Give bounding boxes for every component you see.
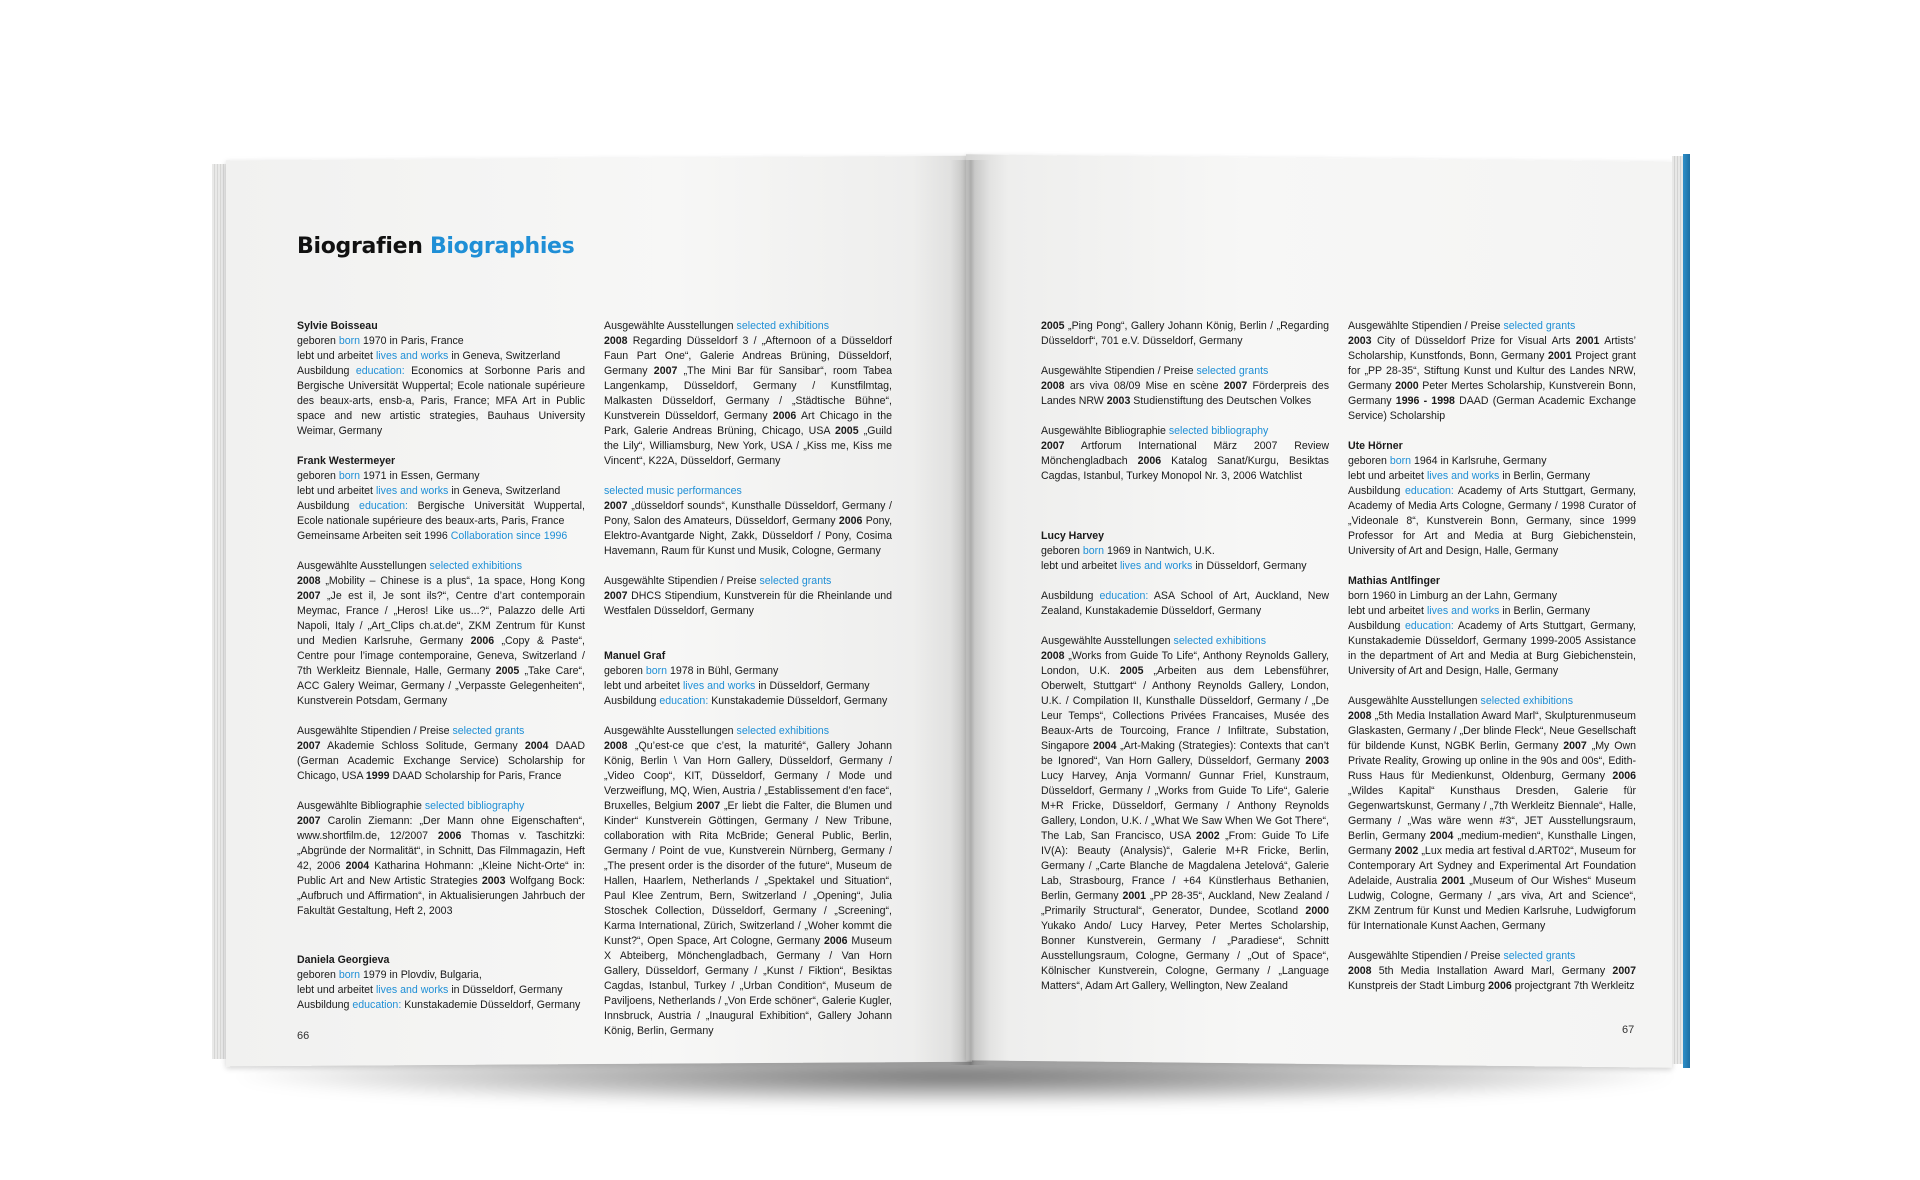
lives-line: lebt und arbeitet lives and works in Berlin, Germany [1348,605,1591,617]
title-german: Biografien [297,234,423,259]
book-gutter [950,160,990,1065]
artist-name: Manuel Graf [604,650,666,662]
education-line: Ausbildung education: Economics at Sorbonne Paris and Bergische Universität Wuppertal; Ecole nationale supérieure des beaux-arts, ensb-a, Paris, France; MFA Art in Public space and new artistic strategies, Bauhaus University Weimar, Germany [297,365,585,437]
section-heading: Ausgewählte Stipendien / Preise selected grants [1041,365,1269,377]
education-line: Ausbildung education: ASA School of Art, Auckland, New Zealand, Kunstakademie Düsseldorf, Germany [1041,590,1330,617]
column-4 [1348,319,1636,994]
cover-edge [1683,154,1690,1068]
column-3 [1041,319,1329,994]
exhibitions-continued: 2005 „Ping Pong“, Gallery Johann König, Berlin / „Regarding Düsseldorf“, 701 e.V. Düsseldorf, Germany [1041,320,1329,347]
born-line: geboren born 1979 in Plovdiv, Bulgaria, [297,969,482,981]
artist-name: Daniela Georgieva [297,954,390,966]
exhibitions-list: 2008 „Mobility – Chinese is a plus“, 1a space, Hong Kong 2007 „Je est il, Je sont ils?“, Centre d’art contemporain Meymac, France / „Heros! Like us...?“, Palazzo delle Arti Napoli, Italy / „Art_Clips ch.at.de“, ZKM Zentrum für Kunst und Medien Karlsruhe, Germany 2006 „Copy & Paste“, Centre pour l’image contemporaine, Geneva, Switzerland / 7th Werkleitz Biennale, Halle, Germany 2005 „Take Care“, ACC Galery Weimar, Germany / „Verpasste Gelegenheiten“, Kunstverein Potsdam, Germany [297,575,586,707]
exhibitions-list: 2008 „5th Media Installation Award Marl“, Skulpturenmuseum Glaskasten, Germany / „Der blinde Fleck“, Neue Gesellschaft für bildende Kunst, NGBK Berlin, Germany 2007 „My Own Private Reality, Growing up online in the 90s and 00s“, Edith-Russ Haus für Medienkunst, Oldenburg, Germany 2006 „Wildes Kapital“ Kunsthaus Dresden, Galerie für Gegenwartskunst, Germany / „7th Werkleitz Biennale“, Halle, Germany / „Was wäre wenn #3“, JET Ausstellungsraum, Berlin, Germany 2004 „medium-medien“, Kunsthalle Lingen, Germany 2002 „Lux media art festival d.ART02“, Museum for Contemporary Art Sydney and Experimental Art Foundation Adelaide, Australia 2001 „Museum of Our Wishes“ Museum Ludwig, Cologne, Germany / „ars viva, Art and Science“, ZKM Zentrum für Kunst und Medien Karlsruhe, Ludwigforum für Internationale Kunst Aachen, Germany [1348,710,1636,932]
grants-list: 2003 City of Düsseldorf Prize for Visual Arts 2001 Artists’ Scholarship, Kunstfonds, Bonn, Germany 2001 Project grant for „PP 28-35“, Stiftung Kunst und Kultur des Landes NRW, Germany 2000 Peter Mertes Scholarship, Kunstverein Bonn, Germany 1996 - 1998 DAAD (German Academic Exchange Service) Scholarship [1348,335,1636,422]
section-heading: Ausgewählte Stipendien / Preise selected grants [1348,320,1576,332]
bibliography-list: 2007 Artforum International März 2007 Review Mönchengladbach 2006 Katalog Sanat/Kurgu, Besiktas Cagdas, Istanbul, Turkey Monopol Nr. 3, 2006 Watchlist [1041,440,1329,482]
grants-list: 2008 5th Media Installation Award Marl, Germany 2007 Kunstpreis der Stadt Limburg 2006 projectgrant 7th Werkleitz [1348,965,1636,992]
title-english: Biographies [429,234,575,259]
section-heading: Ausgewählte Ausstellungen selected exhibitions [1041,635,1266,647]
education-line: Ausbildung education: Academy of Arts Stuttgart, Germany, Kunstakademie Düsseldorf, Germany 1999-2005 Assistance in the department of Art and Media at Burg Giebichenstein, University of Art and Design, Halle, Germany [1348,620,1636,677]
artist-name: Lucy Harvey [1041,530,1105,542]
exhibitions-list: 2008 Regarding Düsseldorf 3 / „Afternoon of a Düsseldorf Faun Part One“, Galerie Andreas Brüning, Düsseldorf, Germany 2007 „The Mini Bar für Sansibar“, room Tabea Langenkamp, Düsseldorf, Germany / Kunstfilmtag, Malkasten Düsseldorf, Germany / „Städtische Bühne“, Kunstverein Düsseldorf, Germany 2006 Art Chicago in the Park, Galerie Andreas Brüning, Chicago, USA 2005 „Guild the Lily“, Williamsburg, New York, USA / „Kiss me, Kiss me Vincent“, K22A, Düsseldorf, Germany [604,335,892,467]
lives-line: lebt und arbeitet lives and works in Düsseldorf, Germany [297,984,563,996]
collaboration-line: Gemeinsame Arbeiten seit 1996 Collaboration since 1996 [297,530,568,542]
born-line: geboren born 1970 in Paris, France [297,335,464,347]
education-line: Ausbildung education: Academy of Arts Stuttgart, Germany, Academy of Media Arts Cologne, Germany / 1998 Curator of „Videonale 8“, Kunstverein Bonn, Germany, since 1999 Professor for Art and Media at Burg Giebichenstein, University of Art and Design, Halle, Germany [1348,485,1636,557]
lives-line: lebt und arbeitet lives and works in Düsseldorf, Germany [604,680,870,692]
section-heading: Ausgewählte Ausstellungen selected exhibitions [604,320,829,332]
page-number-right: 67 [1622,1024,1635,1036]
born-line: born 1960 in Limburg an der Lahn, Germany [1348,590,1558,602]
born-line: geboren born 1978 in Bühl, Germany [604,665,779,677]
grants-list: 2008 ars viva 08/09 Mise en scène 2007 Förderpreis des Landes NRW 2003 Studienstiftung des Deutschen Volkes [1041,380,1329,407]
education-line: Ausbildung education: Bergische Universität Wuppertal, Ecole nationale supérieure des beaux-arts, Paris, France [297,500,585,527]
artist-name: Ute Hörner [1348,440,1403,452]
section-heading: Ausgewählte Stipendien / Preise selected grants [1348,950,1576,962]
born-line: geboren born 1971 in Essen, Germany [297,470,480,482]
section-heading: selected music performances [604,485,742,497]
education-line: Ausbildung education: Kunstakademie Düsseldorf, Germany [604,695,888,707]
lives-line: lebt und arbeitet lives and works in Berlin, Germany [1348,470,1591,482]
section-heading: Ausgewählte Ausstellungen selected exhibitions [1348,695,1573,707]
section-heading: Ausgewählte Ausstellungen selected exhibitions [297,560,522,572]
column-1-bottom [297,953,585,1013]
born-line: geboren born 1969 in Nantwich, U.K. [1041,545,1215,557]
lives-line: lebt und arbeitet lives and works in Geneva, Switzerland [297,350,561,362]
lives-line: lebt und arbeitet lives and works in Geneva, Switzerland [297,485,561,497]
section-heading: Ausgewählte Bibliographie selected bibliography [1041,425,1269,437]
page-number-left: 66 [297,1030,310,1042]
section-heading: Ausgewählte Bibliographie selected bibliography [297,800,525,812]
column-2 [604,319,892,1039]
exhibitions-list: 2008 „Works from Guide To Life“, Anthony Reynolds Gallery, London, U.K. 2005 „Arbeiten aus dem Lebensführer, Oberwelt, Stuttgart“ / Anthony Reynolds Gallery, London, U.K. / Compilation II, Kunsthalle Düsseldorf, Germany / „De Leur Temps“, Collections Privées Francaises, Musée des Beaux-Arts de Tourcoing, France / Infiltrate, Substation, Singapore 2004 „Art-Making (Strategies): Contexts that can’t be Ignored“, Van Horn Gallery, Düsseldorf, Germany 2003 Lucy Harvey, Anja Vormann/ Gunnar Friel, Kunstraum, Düsseldorf, Germany / „Works from Guide To Life“, Galerie M+R Fricke, Düsseldorf, Germany / Anthony Reynolds Gallery, London, U.K. / „What We Saw When We Got There“, The Lab, San Francisco, USA 2002 „From: Guide To Life IV(A): Beauty (Analysis)“, Galerie M+R Fricke, Berlin, Germany / „Carte Blanche de Magdalena Jetelová“, Galerie Lab, Strasbourg, France / +64 Künstlerhaus Bethanien, Berlin, Germany 2001 „PP 28-35“, Auckland, New Zealand / „Primarily Structural“, Generator, Dundee, Scotland 2000 Yukako Ando/ Lucy Harvey, Peter Mertes Scholarship, Bonner Kunstverein, Germany / „Paradiese“, Schnitt Ausstellungsraum, Cologne, Germany / „Out of Space“, Kölnischer Kunstverein, Cologne, Germany / „Language Matters“, Adam Art Gallery, Wellington, New Zealand [1041,650,1330,992]
lives-line: lebt und arbeitet lives and works in Düsseldorf, Germany [1041,560,1307,572]
exhibitions-list: 2008 „Qu’est-ce que c’est, la maturité“, Gallery Johann König, Berlin \ Van Horn Gallery, Düsseldorf, Germany / „Video Coop“, KIT, Düsseldorf, Germany / Mode und Verzweiflung, MQ, Wien, Austria / „Establissement d’en face“, Bruxelles, Belgium 2007 „Er liebt die Falter, die Blumen und Kinder“ Kunstverein Göttingen, Germany / New Tribune, collaboration with Rita McBride; General Public, Berlin, Germany / Point de vue, Kunstverein Nürnberg, Germany / „The present order is the disorder of the future“, Museum de Hallen, Haarlem, Netherlands / „Spektakel und Situation“, Paul Klee Zentrum, Bern, Switzerland / „Opening“, Julia Stoschek Collection, Düsseldorf, Germany / „Screening“, Karma International, Zürich, Switzerland / „Woher kommt die Kunst?“, Open Space, Art Cologne, Germany 2006 Museum X Abteiberg, Mönchengladbach, Germany / Van Horn Gallery, Düsseldorf, Germany / „Kunst / Fiktion“, Besiktas Cagdas, Istanbul, Turkey / „Urban Condition“, Museum de Paviljoens, Netherlands / „Von Erde schöner“, Galerie Kugler, Innsbruck, Austria / „Inaugural Exhibition“, Gallery Johann König, Berlin, Germany [604,740,893,1037]
artist-name: Mathias Antlfinger [1348,575,1441,587]
artist-name: Sylvie Boisseau [297,320,378,332]
education-line: Ausbildung education: Kunstakademie Düsseldorf, Germany [297,999,581,1011]
section-heading: Ausgewählte Ausstellungen selected exhibitions [604,725,829,737]
artist-name: Frank Westermeyer [297,455,396,467]
bibliography-list: 2007 Carolin Ziemann: „Der Mann ohne Eigenschaften“, www.shortfilm.de, 12/2007 2006 Thomas v. Taschitzki: „Abgründe der Normalität“, in Schnitt, Das Filmmagazin, Heft 42, 2006 2004 Katharina Hohmann: „Kleine Nicht-Orte“ in: Public Art and New Artistic Strategies 2003 Wolfgang Bock: „Aufbruch und Affirmation“, in Aktualisierungen Jahrbuch der Fakultät Gestaltung, Heft 2, 2003 [297,815,585,917]
born-line: geboren born 1964 in Karlsruhe, Germany [1348,455,1547,467]
page-title [297,234,574,259]
column-1 [297,319,585,919]
music-list: 2007 „düsseldorf sounds“, Kunsthalle Düsseldorf, Germany / Pony, Salon des Amateurs, Düsseldorf, Germany 2006 Pony, Elektro-Avantgarde Night, Zakk, Düsseldorf / Pony, Cosima Havemann, Raum für Kunst und Musik, Cologne, Germany [604,500,893,557]
section-heading: Ausgewählte Stipendien / Preise selected grants [297,725,525,737]
grants-list: 2007 Akademie Schloss Solitude, Germany 2004 DAAD (German Academic Exchange Service) Scholarship for Chicago, USA 1999 DAAD Scholarship for Paris, France [297,740,585,782]
section-heading: Ausgewählte Stipendien / Preise selected grants [604,575,832,587]
grants-list: 2007 DHCS Stipendium, Kunstverein für die Rheinlande und Westfalen Düsseldorf, Germany [604,590,892,617]
